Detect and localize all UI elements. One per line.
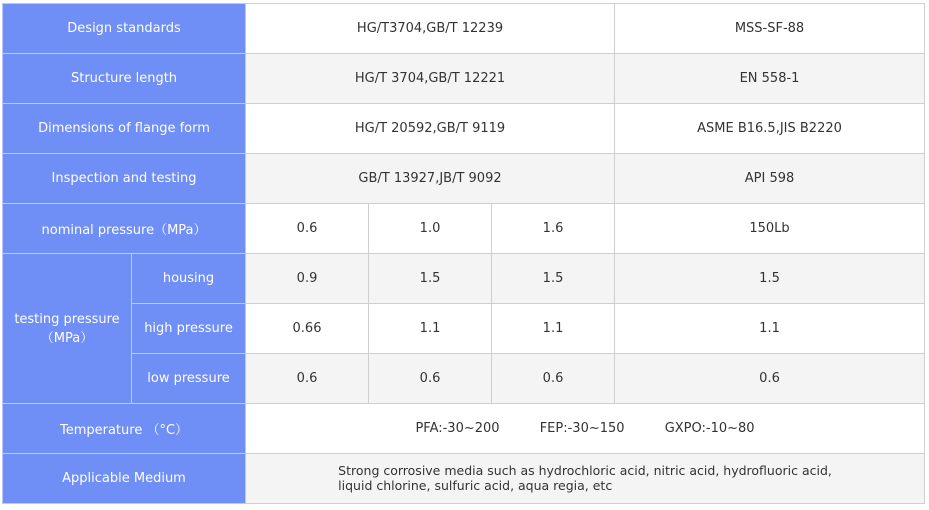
design-standards-value-intl: MSS-SF-88 (615, 4, 925, 54)
nominal-pressure-value: 1.6 (492, 204, 615, 254)
testing-pressure-label (3, 254, 132, 404)
nominal-pressure-value: 1.0 (369, 204, 492, 254)
high-pressure-value: 1.1 (492, 304, 615, 354)
design-standards-label: Design standards (3, 4, 246, 54)
low-pressure-label: low pressure (132, 354, 246, 404)
housing-value: 1.5 (369, 254, 492, 304)
housing-value: 0.9 (246, 254, 369, 304)
temperature-fep: FEP:-30~150 (539, 421, 625, 436)
flange-dimensions-label: Dimensions of flange form (3, 104, 246, 154)
nominal-pressure-label: nominal pressure（MPa） (3, 204, 246, 254)
structure-length-label: Structure length (3, 54, 246, 104)
nominal-pressure-value-intl: 150Lb (615, 204, 925, 254)
low-pressure-value-intl: 0.6 (615, 354, 925, 404)
temperature-values (246, 404, 925, 454)
inspection-testing-value: GB/T 13927,JB/T 9092 (246, 154, 615, 204)
applicable-medium-value (246, 454, 925, 504)
high-pressure-value-intl: 1.1 (615, 304, 925, 354)
housing-label: housing (132, 254, 246, 304)
testing-pressure-label-line1: testing pressure (14, 311, 120, 327)
structure-length-value-intl: EN 558-1 (615, 54, 925, 104)
row-temperature (3, 404, 925, 454)
flange-dimensions-value-intl: ASME B16.5,JIS B2220 (615, 104, 925, 154)
temperature-gxpo: GXPO:-10~80 (664, 421, 755, 436)
inspection-testing-value-intl: API 598 (615, 154, 925, 204)
temperature-pfa: PFA:-30~200 (415, 421, 500, 436)
design-standards-value: HG/T3704,GB/T 12239 (246, 4, 615, 54)
row-design-standards (3, 4, 925, 54)
applicable-medium-line2: liquid chlorine, sulfuric acid, aqua regia, etc (338, 478, 613, 493)
spec-table (2, 3, 925, 504)
row-nominal-pressure (3, 204, 925, 254)
high-pressure-label: high pressure (132, 304, 246, 354)
low-pressure-value: 0.6 (246, 354, 369, 404)
structure-length-value: HG/T 3704,GB/T 12221 (246, 54, 615, 104)
applicable-medium-line1: Strong corrosive media such as hydrochloric acid, nitric acid, hydrofluoric acid, (338, 463, 832, 478)
housing-value-intl: 1.5 (615, 254, 925, 304)
row-testing-high (3, 304, 925, 354)
housing-value: 1.5 (492, 254, 615, 304)
row-applicable-medium (3, 454, 925, 504)
low-pressure-value: 0.6 (369, 354, 492, 404)
high-pressure-value: 1.1 (369, 304, 492, 354)
applicable-medium-label: Applicable Medium (3, 454, 246, 504)
nominal-pressure-value: 0.6 (246, 204, 369, 254)
applicable-medium-text (338, 463, 832, 493)
row-inspection-testing (3, 154, 925, 204)
low-pressure-value: 0.6 (492, 354, 615, 404)
flange-dimensions-value: HG/T 20592,GB/T 9119 (246, 104, 615, 154)
row-testing-low (3, 354, 925, 404)
temperature-label: Temperature （°C） (3, 404, 246, 454)
testing-pressure-label-line2: （MPa） (40, 330, 94, 346)
row-structure-length (3, 54, 925, 104)
row-flange-dimensions (3, 104, 925, 154)
row-testing-housing (3, 254, 925, 304)
high-pressure-value: 0.66 (246, 304, 369, 354)
inspection-testing-label: Inspection and testing (3, 154, 246, 204)
